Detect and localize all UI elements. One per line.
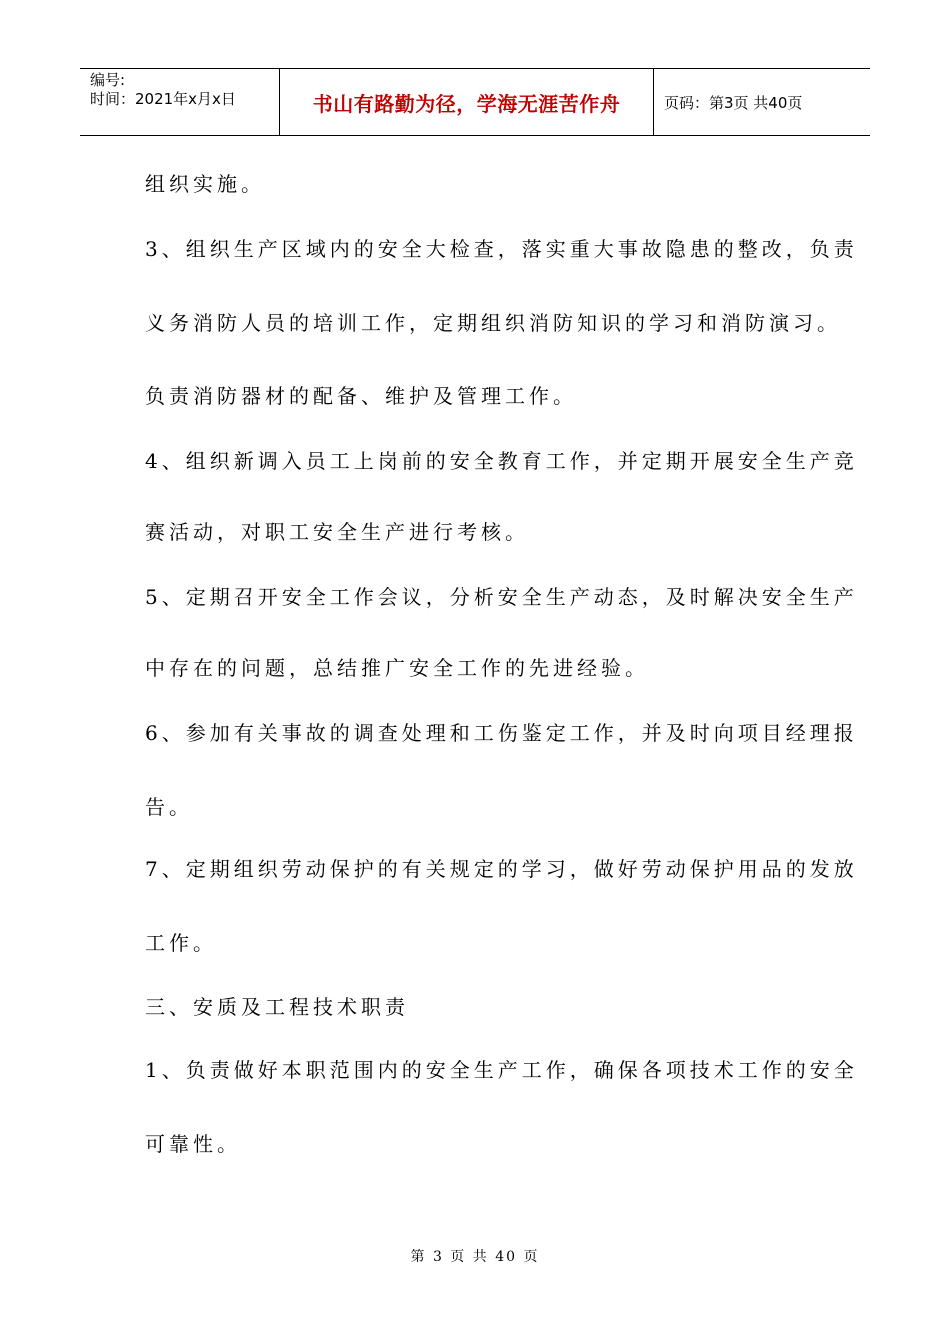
motto-text: 书山有路勤为径，学海无涯苦作舟 <box>312 91 621 116</box>
section-heading: 三、安质及工程技术职责 <box>145 995 409 1019</box>
page-info: 页码：第3页 共40页 <box>664 93 803 112</box>
document-header <box>80 68 870 136</box>
body-line: 7、定期组织劳动保护的有关规定的学习，做好劳动保护用品的发放 <box>145 857 858 881</box>
body-line: 负责消防器材的配备、维护及管理工作。 <box>145 384 577 408</box>
date-label: 时间：2021年x月x日 <box>90 90 236 108</box>
serial-number-label: 编号: <box>90 71 126 89</box>
body-line: 4、组织新调入员工上岗前的安全教育工作，并定期开展安全生产竞 <box>145 449 858 473</box>
body-line: 可靠性。 <box>145 1132 241 1156</box>
body-line: 1、负责做好本职范围内的安全生产工作，确保各项技术工作的安全 <box>145 1058 858 1082</box>
body-line: 3、组织生产区域内的安全大检查，落实重大事故隐患的整改，负责 <box>145 237 858 261</box>
header-page-cell <box>654 69 870 135</box>
body-line: 工作。 <box>145 931 217 955</box>
body-line: 义务消防人员的培训工作，定期组织消防知识的学习和消防演习。 <box>145 311 841 335</box>
header-meta-cell <box>80 69 280 135</box>
body-line: 5、定期召开安全工作会议，分析安全生产动态，及时解决安全生产 <box>145 585 858 609</box>
body-line: 中存在的问题，总结推广安全工作的先进经验。 <box>145 656 649 680</box>
header-motto-cell <box>280 69 654 135</box>
page-footer: 第 3 页 共 40 页 <box>410 1249 540 1265</box>
body-line: 组织实施。 <box>145 172 265 196</box>
body-line: 告。 <box>145 795 193 819</box>
body-line: 赛活动，对职工安全生产进行考核。 <box>145 520 529 544</box>
body-line: 6、参加有关事故的调查处理和工伤鉴定工作，并及时向项目经理报 <box>145 721 858 745</box>
